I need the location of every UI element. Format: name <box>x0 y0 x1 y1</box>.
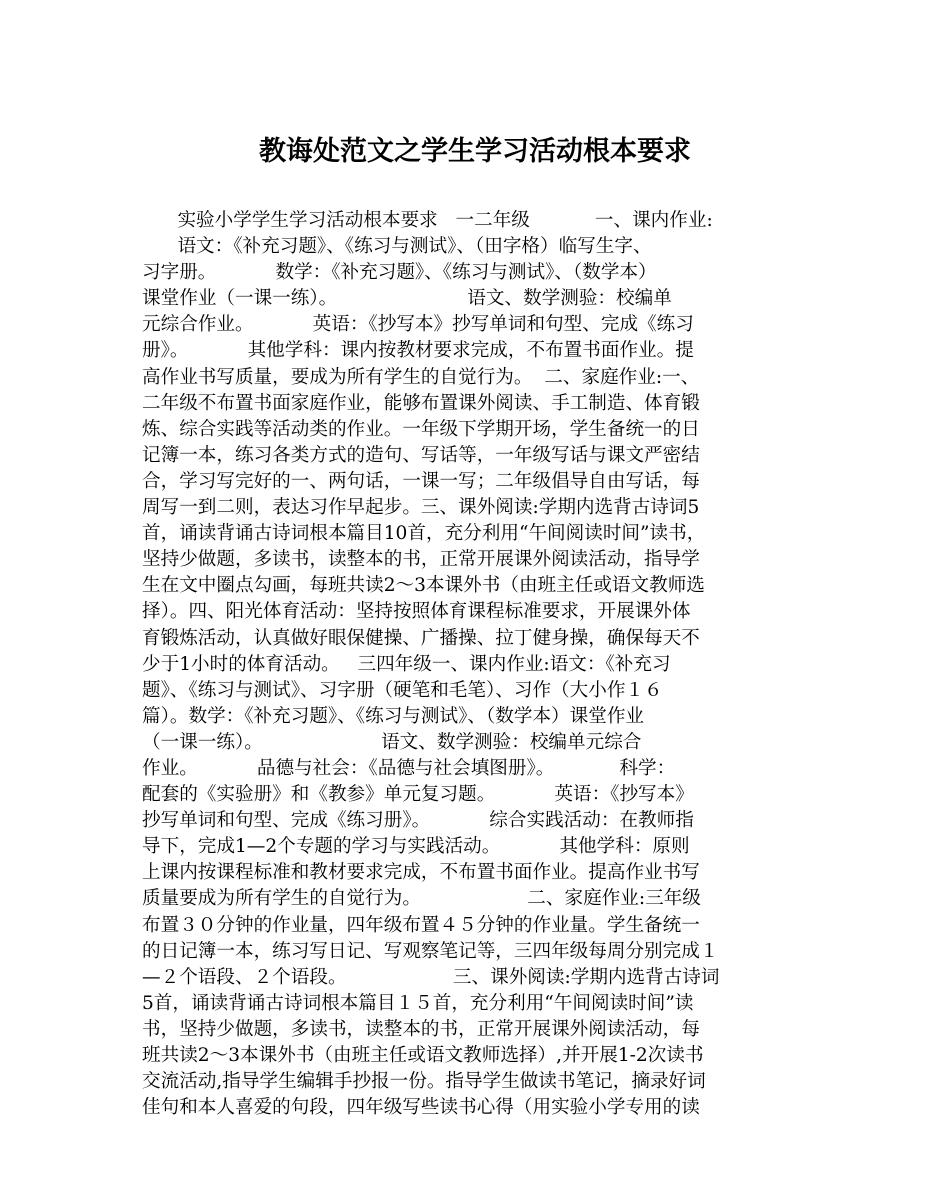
body-line: 书，坚持少做题，多读书，读整本的书，正常开展课外阅读活动，每 <box>142 1018 700 1040</box>
body-line: 交流活动,指导学生编辑手抄报一份。指导学生做读书笔记，摘录好词 <box>142 1071 706 1093</box>
body-line: 实验小学学生学习活动根本要求 一二年级 一、课内作业: <box>142 210 713 231</box>
body-line: 习字册。 数学：《补充习题》、《练习与测试》、（数学本） <box>142 262 657 284</box>
body-line: 抄写单词和句型、完成《练习册》。 综合实践活动：在教师指 <box>142 810 694 832</box>
body-line: 质量要成为所有学生的自觉行为。 二、家庭作业:三年级 <box>142 888 701 910</box>
body-line: 高作业书写质量，要成为所有学生的自觉行为。 二、家庭作业:一、 <box>142 366 700 388</box>
body-line: 5首，诵读背诵古诗词根本篇目１５首，充分利用“午间阅读时间”读 <box>142 992 694 1014</box>
body-line: 二年级不布置书面家庭作业，能够布置课外阅读、手工制造、体育锻 <box>142 392 700 414</box>
body-line: 布置３０分钟的作业量，四年级布置４５分钟的作业量。学生备统一 <box>142 914 700 936</box>
body-line: 册》。 其他学科：课内按教材要求完成，不布置书面作业。提 <box>142 340 694 362</box>
body-line: 生在文中圈点勾画，每班共读2～3本课外书（由班主任或语文教师选 <box>142 575 705 597</box>
body-line: 择）。四、阳光体育活动：坚持按照体育课程标准要求，开展课外体 <box>142 601 691 623</box>
body-line: 作业。 品德与社会：《品德与社会填图册》。 科学： <box>142 757 676 779</box>
body-line: 合，学习写完好的一、两句话，一课一写；二年级倡导自由写话，每 <box>142 470 700 492</box>
body-line: 坚持少做题，多读书，读整本的书，正常开展课外阅读活动，指导学 <box>142 549 700 571</box>
body-line: 语文：《补充习题》、《练习与测试》、（田字格）临写生字、 <box>142 236 652 258</box>
body-line: 导下，完成1—2个专题的学习与实践活动。 其他学科：原则 <box>142 836 690 858</box>
body-line: 题》、《练习与测试》、习字册（硬笔和毛笔）、习作（大小作１６ <box>142 679 663 701</box>
body-line: 篇）。数学：《补充习题》、《练习与测试》、（数学本）课堂作业 <box>142 705 645 727</box>
body-line: 元综合作业。 英语：《抄写本》抄写单词和句型、完成《练习 <box>142 314 694 336</box>
body-line: （一课一练）。 语文、数学测验：校编单元综合 <box>142 731 642 753</box>
body-line: 育锻炼活动，认真做好眼保健操、广播操、拉丁健身操，确保每天不 <box>142 627 700 649</box>
document-title: 教诲处范文之学生学习活动根本要求 <box>259 136 691 167</box>
body-line: 佳句和本人喜爱的句段，四年级写些读书心得（用实验小学专用的读 <box>142 1097 700 1119</box>
body-line: 的日记簿一本，练习写日记、写观察笔记等，三四年级每周分别完成１ <box>142 940 719 962</box>
body-line: 记簿一本，练习各类方式的造句、写话等，一年级写话与课文严密结 <box>142 444 700 466</box>
body-line: 配套的《实验册》和《教参》单元复习题。 英语：《抄写本》 <box>142 784 694 806</box>
body-line: 周写一到二则，表达习作早起步。三、课外阅读:学期内选背古诗词5 <box>142 497 700 519</box>
body-line: 少于1小时的体育活动。 三四年级一、课内作业:语文：《补充习 <box>142 653 671 675</box>
body-line: 班共读2～3本课外书（由班主任或语文教师选择）,并开展1-2次读书 <box>142 1045 704 1066</box>
body-line: 上课内按课程标准和教材要求完成，不布置书面作业。提高作业书写 <box>142 862 700 884</box>
body-line: —２个语段、２个语段。 三、课外阅读:学期内选背古诗词 <box>142 966 720 988</box>
body-line: 炼、综合实践等活动类的作业。一年级下学期开场，学生备统一的日 <box>142 418 700 440</box>
body-line: 首，诵读背诵古诗词根本篇目10首，充分利用“午间阅读时间”读书， <box>142 523 706 545</box>
document-body <box>142 208 816 1121</box>
body-line: 课堂作业（一课一练）。 语文、数学测验：校编单 <box>142 288 672 310</box>
